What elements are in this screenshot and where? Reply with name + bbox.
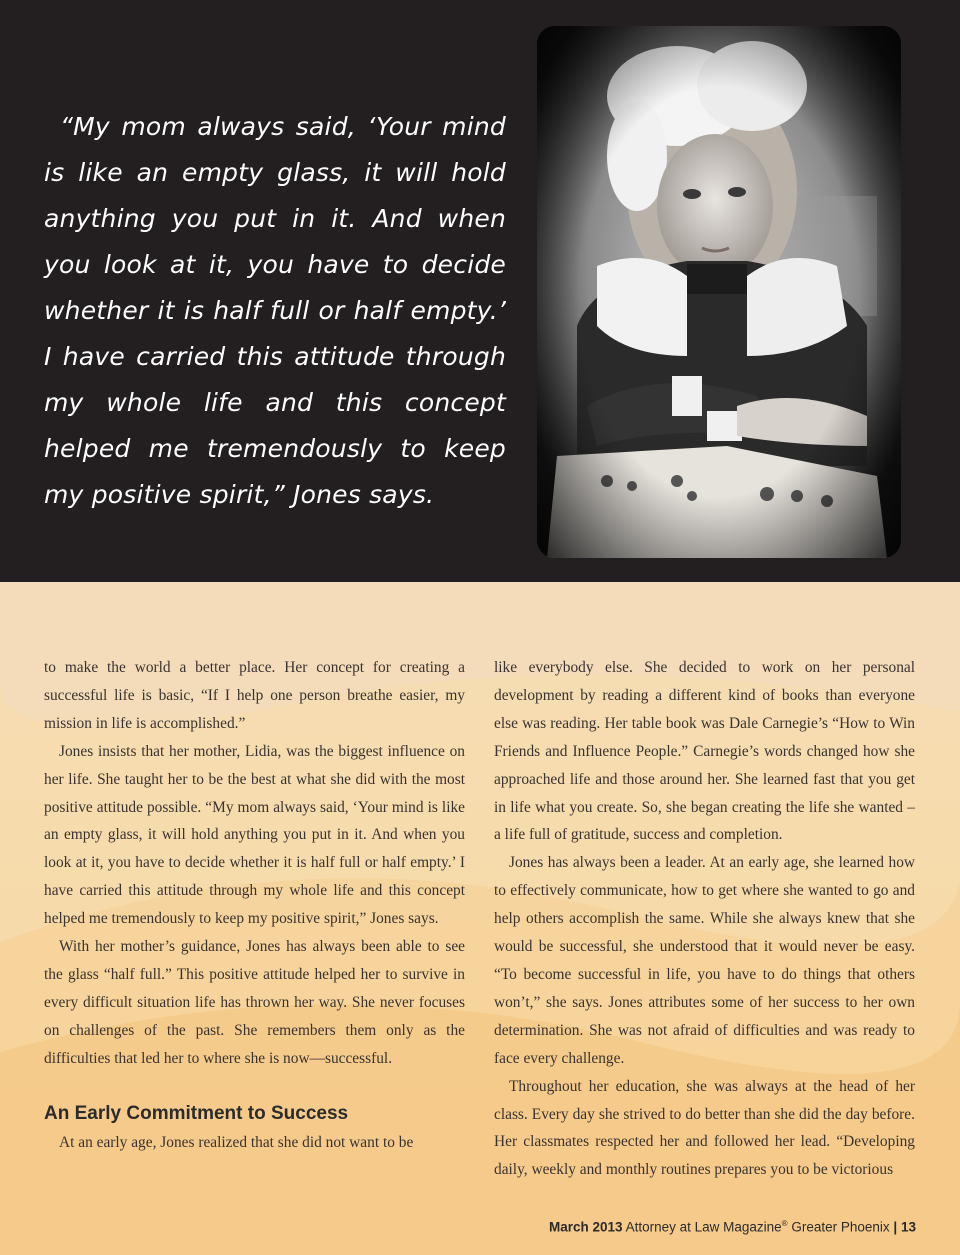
paragraph: Jones has always been a leader. At an early age, she learned how to effectively communicate, how to get where she wanted to go and help others accomplish the same. While she always knew that she would be successful, she understood that it would never be easy. “To become successful in life, you have to do things that others won’t,” she says. Jones attributes some of her success to her own determination. She was not afraid of difficulties and was ready to face every challenge. xyxy=(494,854,915,1067)
issue-date: March 2013 xyxy=(549,1219,623,1235)
pull-quote-text: “My mom always said, ‘Your mind is like an empty glass, it will hold anything you put in it. And when you look at it, you have to decide whether it is half full or half empty.’ I have carried this attitude through my whole life and this concept helped me tremendously to keep my positive spirit,” Jones says. xyxy=(44,112,506,509)
registered-mark: ® xyxy=(781,1219,788,1228)
section-subheading: An Early Commitment to Success xyxy=(44,1102,349,1124)
article-column-right xyxy=(494,654,915,1184)
paragraph: Throughout her education, she was always at the head of her class. Every day she strived to do better than she did the day before. Her classmates respected her and followed her lead. “Developing daily, weekly and monthly routines prepares you to be victorious xyxy=(494,1077,915,1179)
vintage-photo xyxy=(537,26,901,558)
page-number: 13 xyxy=(900,1219,916,1235)
edition-name: Greater Phoenix xyxy=(791,1219,890,1235)
paragraph: Jones insists that her mother, Lidia, was the biggest influence on her life. She taught her to be the best at what she did with the most positive attitude possible. “My mom always said, ‘Your mind is like an empty glass, it will hold anything you put in it. And when you look at it, you have to decide whether it is half full or half empty.’ I have carried this attitude through my whole life and this concept helped me tremendously to keep my positive spirit,” Jones says. xyxy=(44,742,465,928)
footer-separator: | xyxy=(893,1219,898,1235)
paragraph: like everybody else. She decided to work on her personal development by reading a different kind of books than everyone else was reading. Her table book was Dale Carnegie’s “How to Win Friends and Influence People.” Carnegie’s words changed how she approached life and those around her. She learned fast that you get in life what you create. So, she began creating the life she wanted – a life full of gratitude, success and completion. xyxy=(494,659,915,844)
page-footer xyxy=(549,1219,916,1235)
girl-with-white-bow-photo xyxy=(537,26,901,558)
magazine-name: Attorney at Law Magazine xyxy=(625,1219,782,1235)
paragraph: At an early age, Jones realized that she did not want to be xyxy=(59,1133,414,1151)
paragraph: to make the world a better place. Her concept for creating a successful life is basic, “If I help one person breathe easier, my mission in life is accomplished.” xyxy=(44,659,465,732)
paragraph: With her mother’s guidance, Jones has always been able to see the glass “half full.” This positive attitude helped her to survive in every difficult situation life has thrown her way. She never focuses on challenges of the past. She remembers them only as the difficulties that led her to where she is now—successful. xyxy=(44,938,465,1067)
pull-quote xyxy=(44,104,506,518)
article-column-left xyxy=(44,654,465,1157)
